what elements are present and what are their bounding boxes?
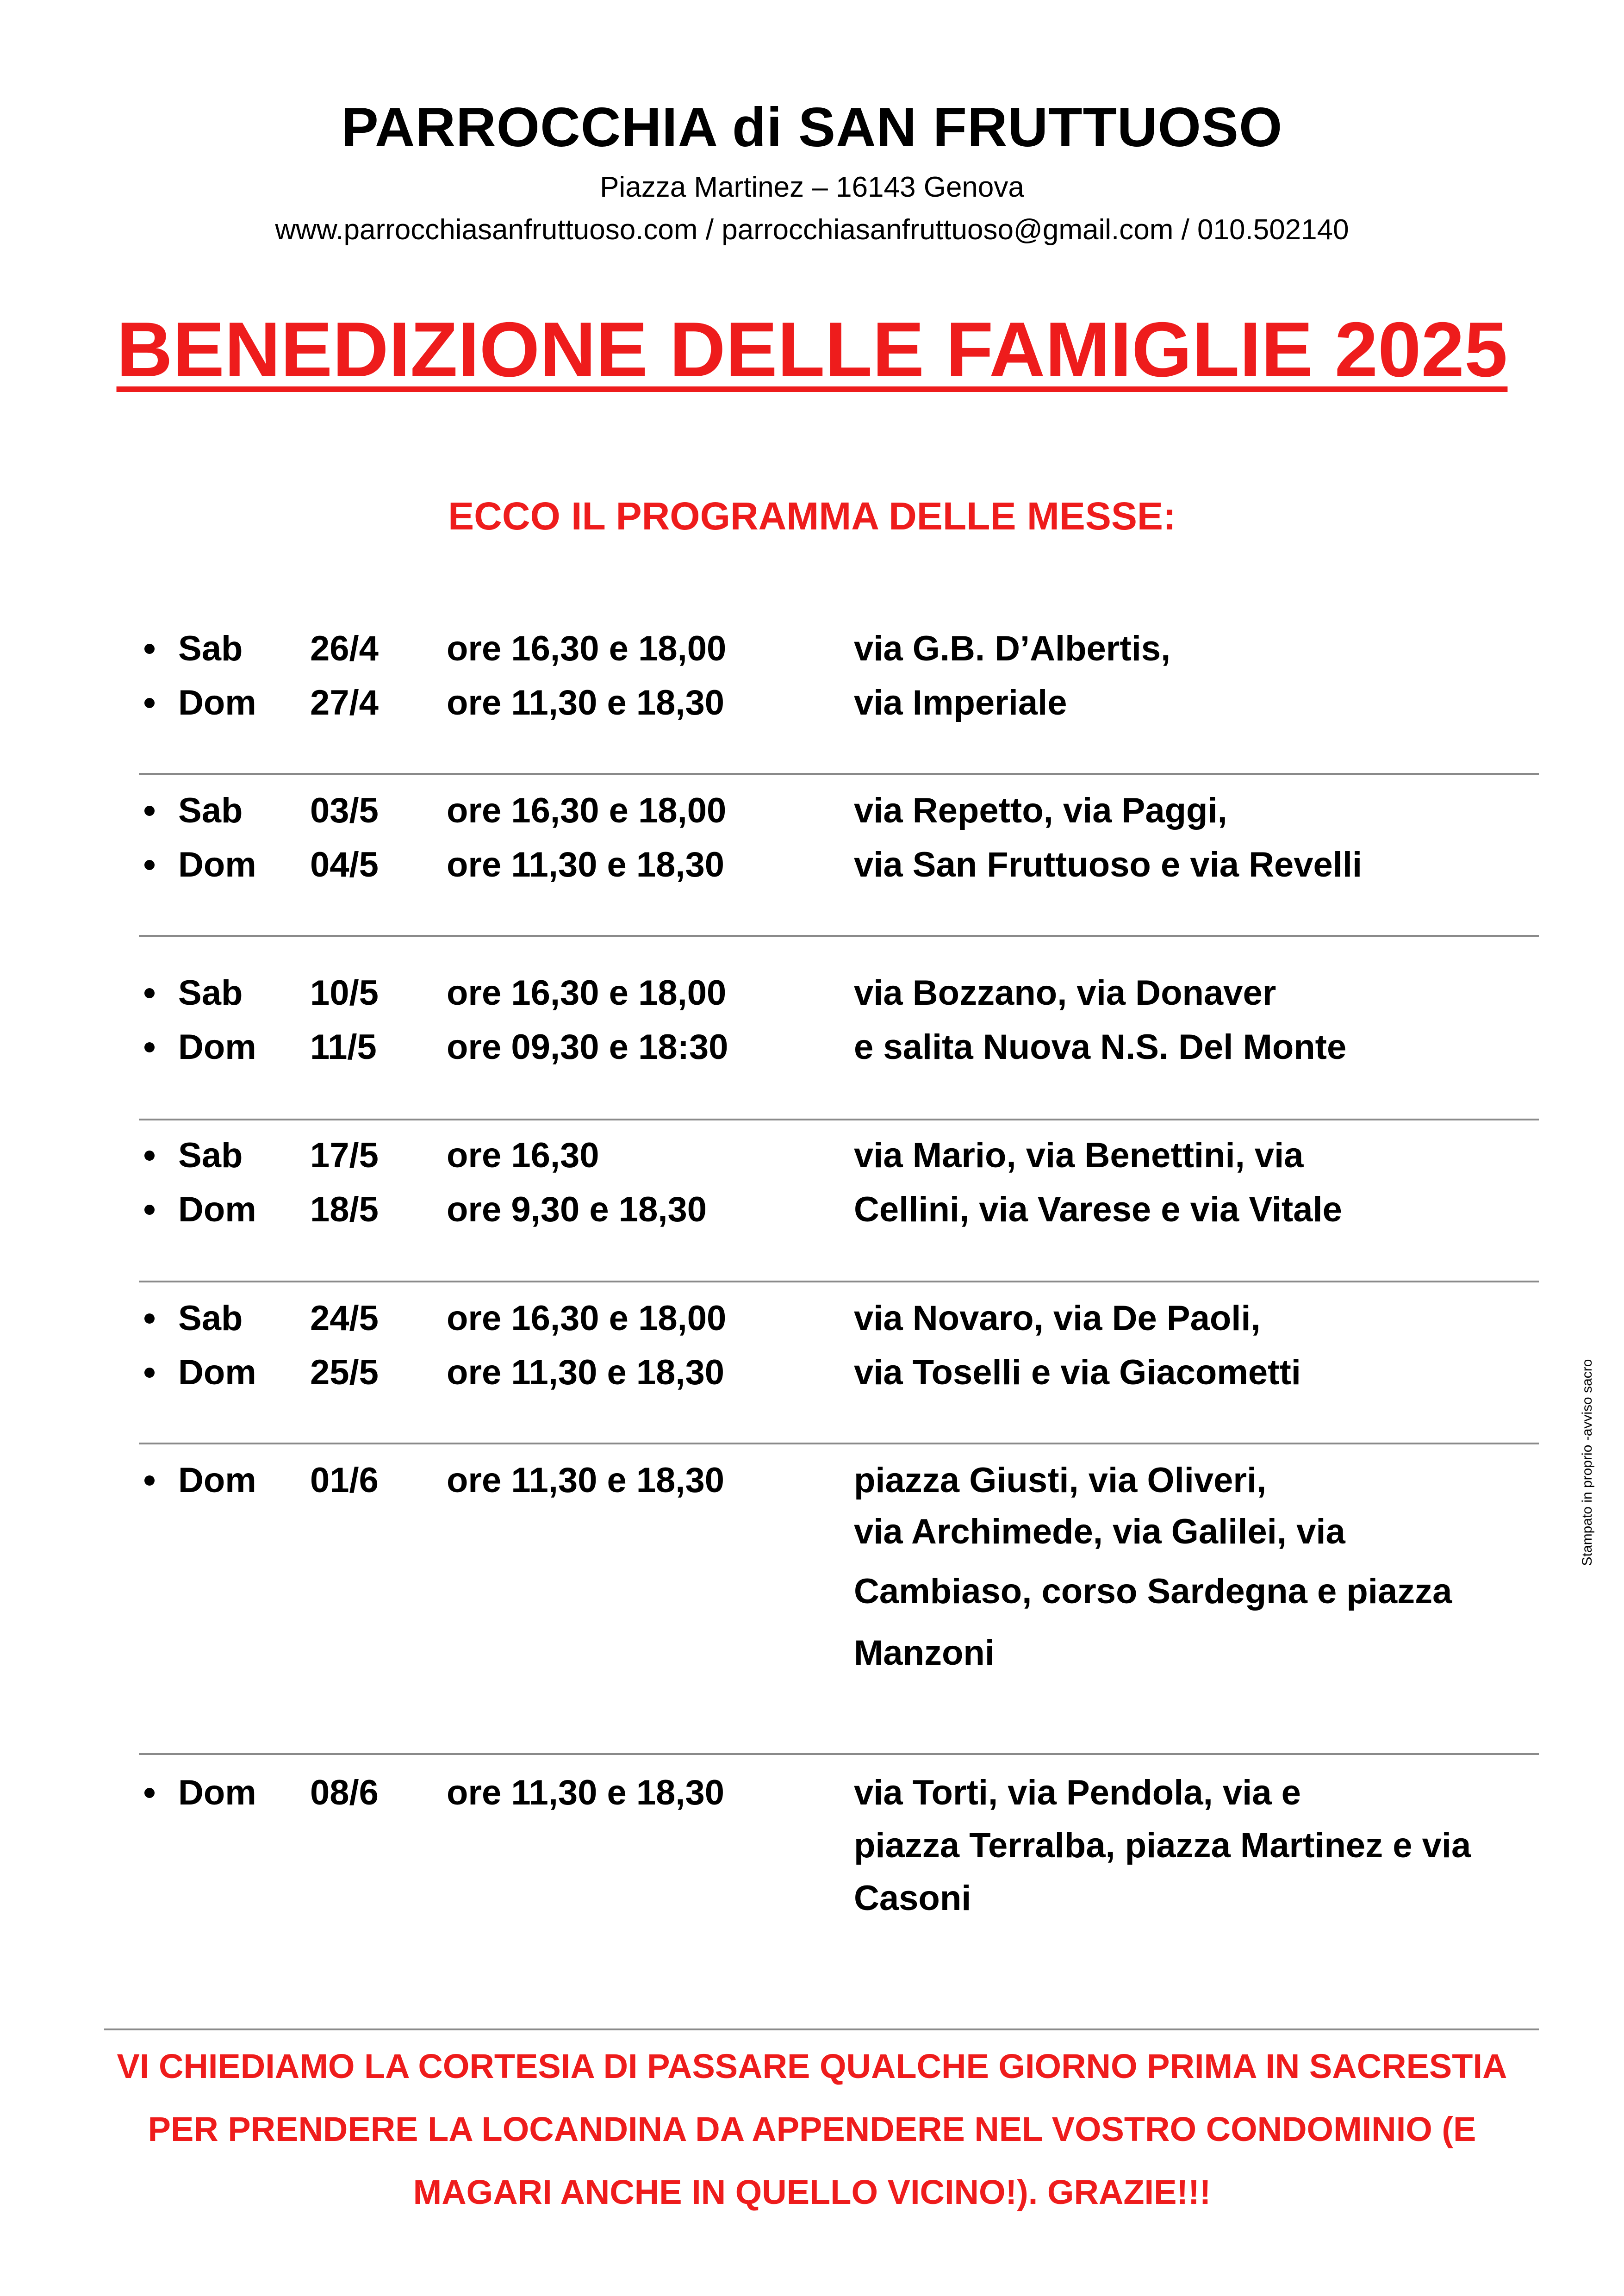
mass-streets: via Imperiale [854, 683, 1067, 722]
bullet-icon [144, 1042, 155, 1052]
mass-date: 25/5 [310, 1353, 379, 1392]
mass-streets: via Mario, via Benettini, via [854, 1136, 1304, 1175]
mass-streets: via Repetto, via Paggi, [854, 791, 1227, 830]
schedule-heading: ECCO IL PROGRAMMA DELLE MESSE: [448, 494, 1176, 538]
mass-streets: Casoni [854, 1879, 971, 1918]
mass-time: ore 16,30 e 18,00 [447, 629, 727, 668]
mass-streets: via Toselli e via Giacometti [854, 1353, 1301, 1392]
mass-streets: via Novaro, via De Paoli, [854, 1299, 1261, 1338]
section-divider [139, 1443, 1539, 1444]
mass-date: 04/5 [310, 845, 379, 884]
mass-time: ore 11,30 e 18,30 [447, 683, 725, 722]
mass-time: ore 09,30 e 18:30 [447, 1027, 728, 1067]
mass-day: Dom [178, 1190, 256, 1229]
bullet-icon [144, 1788, 155, 1798]
mass-streets: e salita Nuova N.S. Del Monte [854, 1027, 1347, 1067]
mass-time: ore 11,30 e 18,30 [447, 845, 725, 884]
mass-streets: via Torti, via Pendola, via e [854, 1773, 1301, 1812]
section-divider [139, 1281, 1539, 1282]
mass-date: 10/5 [310, 973, 379, 1013]
mass-date: 26/4 [310, 629, 379, 668]
mass-day: Sab [178, 791, 243, 830]
mass-time: ore 16,30 e 18,00 [447, 973, 727, 1013]
mass-day: Sab [178, 1136, 243, 1175]
bullet-icon [144, 1368, 155, 1378]
mass-day: Sab [178, 629, 243, 668]
bullet-icon [144, 1475, 155, 1486]
mass-day: Sab [178, 1299, 243, 1338]
bullet-icon [144, 806, 155, 816]
section-divider [139, 773, 1539, 775]
section-divider [139, 935, 1539, 937]
mass-streets: Manzoni [854, 1633, 995, 1673]
section-divider [139, 1119, 1539, 1120]
mass-streets: Cambiaso, corso Sardegna e piazza [854, 1572, 1452, 1611]
mass-date: 08/6 [310, 1773, 379, 1812]
mass-streets: piazza Terralba, piazza Martinez e via [854, 1826, 1471, 1865]
mass-streets: Cellini, via Varese e via Vitale [854, 1190, 1342, 1229]
mass-day: Sab [178, 973, 243, 1013]
mass-date: 18/5 [310, 1190, 379, 1229]
mass-time: ore 16,30 e 18,00 [447, 1299, 727, 1338]
footer-notice-line: MAGARI ANCHE IN QUELLO VICINO!). GRAZIE!!! [413, 2173, 1211, 2211]
mass-date: 11/5 [310, 1027, 377, 1067]
footer-notice-line: VI CHIEDIAMO LA CORTESIA DI PASSARE QUALCHE GIORNO PRIMA IN SACRESTIA [117, 2047, 1507, 2085]
mass-day: Dom [178, 1461, 256, 1500]
bullet-icon [144, 644, 155, 654]
mass-streets: via Bozzano, via Donaver [854, 973, 1276, 1013]
bullet-icon [144, 860, 155, 870]
mass-streets: via San Fruttuoso e via Revelli [854, 845, 1363, 884]
mass-time: ore 11,30 e 18,30 [447, 1461, 725, 1500]
page-title: BENEDIZIONE DELLE FAMIGLIE 2025 [116, 306, 1508, 393]
mass-day: Dom [178, 1027, 256, 1067]
mass-day: Dom [178, 845, 256, 884]
mass-date: 01/6 [310, 1461, 379, 1500]
mass-streets: via G.B. D’Albertis, [854, 629, 1171, 668]
parish-address: Piazza Martinez – 16143 Genova [600, 171, 1024, 203]
parish-contacts: www.parrocchiasanfruttuoso.com / parrocchiasanfruttuoso@gmail.com / 010.502140 [275, 214, 1349, 246]
mass-streets: via Archimede, via Galilei, via [854, 1512, 1345, 1551]
mass-time: ore 16,30 e 18,00 [447, 791, 727, 830]
bullet-icon [144, 988, 155, 998]
bullet-icon [144, 1205, 155, 1215]
mass-day: Dom [178, 1773, 256, 1812]
parish-name: PARROCCHIA di SAN FRUTTUOSO [341, 96, 1283, 158]
section-divider [139, 1753, 1539, 1755]
mass-streets: piazza Giusti, via Oliveri, [854, 1461, 1267, 1500]
mass-time: ore 11,30 e 18,30 [447, 1773, 725, 1812]
bullet-icon [144, 1313, 155, 1324]
mass-time: ore 16,30 [447, 1136, 599, 1175]
mass-time: ore 9,30 e 18,30 [447, 1190, 707, 1229]
side-note-text: Stampato in proprio -avviso sacro [1580, 1359, 1595, 1566]
mass-date: 27/4 [310, 683, 379, 722]
mass-time: ore 11,30 e 18,30 [447, 1353, 725, 1392]
mass-day: Dom [178, 1353, 256, 1392]
mass-date: 03/5 [310, 791, 379, 830]
mass-date: 17/5 [310, 1136, 379, 1175]
mass-date: 24/5 [310, 1299, 379, 1338]
mass-day: Dom [178, 683, 256, 722]
footer-notice-line: PER PRENDERE LA LOCANDINA DA APPENDERE NEL VOSTRO CONDOMINIO (E [148, 2110, 1476, 2148]
bullet-icon [144, 1151, 155, 1161]
bullet-icon [144, 698, 155, 708]
footer-divider [104, 2028, 1539, 2030]
